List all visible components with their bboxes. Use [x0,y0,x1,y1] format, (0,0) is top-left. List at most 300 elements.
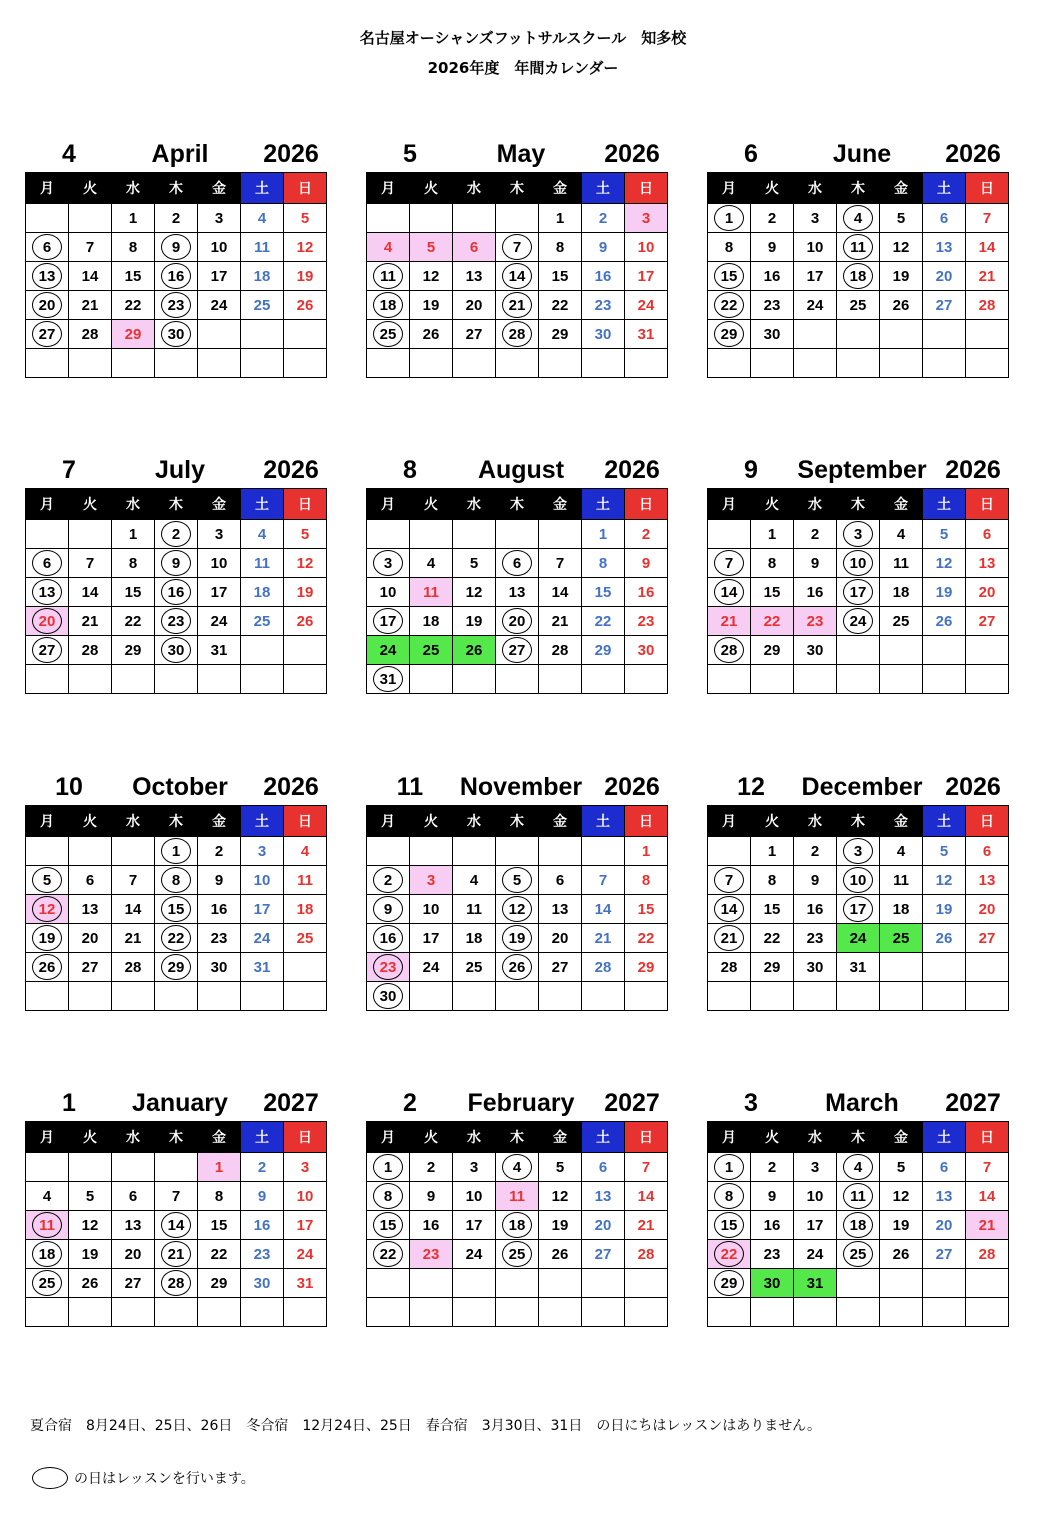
day-cell: 9 [155,549,198,578]
weekday-header: 日 [966,489,1009,520]
day-cell: 18 [410,607,453,636]
month-number: 2 [403,1089,417,1117]
day-cell: 19 [880,1211,923,1240]
day-cell: 22 [198,1240,241,1269]
day-cell: 9 [751,1182,794,1211]
weekday-header: 火 [410,806,453,837]
day-cell: 17 [794,262,837,291]
day-cell: 5 [453,549,496,578]
day-cell: 9 [582,233,625,262]
day-cell: 1 [708,1153,751,1182]
day-cell: 26 [880,291,923,320]
month-header [25,1087,335,1119]
empty-cell [69,349,112,378]
empty-cell [112,837,155,866]
weekday-header: 木 [837,173,880,204]
day-cell: 2 [155,204,198,233]
empty-cell [539,1269,582,1298]
day-cell: 15 [155,895,198,924]
weekday-header: 木 [155,173,198,204]
day-cell: 7 [69,233,112,262]
day-cell: 3 [198,520,241,549]
day-cell: 22 [625,924,668,953]
empty-cell [284,349,327,378]
day-cell: 10 [837,866,880,895]
day-cell: 2 [751,204,794,233]
weekday-header: 木 [837,1122,880,1153]
empty-cell [410,520,453,549]
empty-cell [155,1153,198,1182]
month-number: 8 [403,456,417,484]
day-cell: 8 [582,549,625,578]
day-cell: 26 [69,1269,112,1298]
month-header [707,771,1017,803]
weekday-header: 土 [582,1122,625,1153]
empty-cell [410,665,453,694]
day-cell: 4 [880,520,923,549]
month-year: 2026 [263,456,319,484]
month-header [366,771,676,803]
weekday-header: 月 [26,489,69,520]
day-cell: 2 [410,1153,453,1182]
empty-cell [966,665,1009,694]
day-cell: 11 [496,1182,539,1211]
empty-cell [367,349,410,378]
day-cell: 10 [198,549,241,578]
weekday-header: 日 [625,1122,668,1153]
weekday-header: 金 [198,489,241,520]
day-cell: 27 [69,953,112,982]
empty-cell [112,665,155,694]
day-cell: 9 [794,866,837,895]
weekday-header: 金 [880,1122,923,1153]
day-cell: 28 [496,320,539,349]
empty-cell [453,349,496,378]
day-cell: 29 [625,953,668,982]
day-cell: 3 [837,520,880,549]
day-cell: 14 [69,262,112,291]
month-grid [366,1121,668,1327]
empty-cell [880,982,923,1011]
empty-cell [198,1298,241,1327]
day-cell: 7 [539,549,582,578]
day-cell: 12 [26,895,69,924]
weekday-header: 火 [751,173,794,204]
day-cell: 7 [112,866,155,895]
day-cell: 4 [880,837,923,866]
weekday-header: 火 [69,1122,112,1153]
day-cell: 31 [284,1269,327,1298]
empty-cell [923,349,966,378]
day-cell: 8 [198,1182,241,1211]
day-cell: 19 [923,895,966,924]
day-cell: 17 [837,578,880,607]
day-cell: 13 [923,1182,966,1211]
month-grid [366,488,668,694]
day-cell: 4 [26,1182,69,1211]
empty-cell [539,837,582,866]
day-cell: 4 [241,204,284,233]
day-cell: 27 [112,1269,155,1298]
day-cell: 5 [923,520,966,549]
empty-cell [880,953,923,982]
weekday-header: 金 [198,173,241,204]
empty-cell [198,982,241,1011]
empty-cell [794,349,837,378]
day-cell: 9 [241,1182,284,1211]
month-calendar [366,454,676,688]
day-cell: 8 [367,1182,410,1211]
day-cell: 24 [367,636,410,665]
empty-cell [198,349,241,378]
weekday-header: 日 [625,489,668,520]
day-cell: 27 [923,291,966,320]
empty-cell [539,349,582,378]
day-cell: 10 [241,866,284,895]
month-name: December [801,773,923,801]
day-cell: 1 [708,204,751,233]
empty-cell [241,1298,284,1327]
day-cell: 11 [880,549,923,578]
day-cell: 7 [625,1153,668,1182]
day-cell: 15 [539,262,582,291]
empty-cell [284,982,327,1011]
empty-cell [284,953,327,982]
day-cell: 27 [923,1240,966,1269]
empty-cell [198,320,241,349]
day-cell: 30 [625,636,668,665]
day-cell: 16 [155,578,198,607]
empty-cell [410,1298,453,1327]
weekday-header: 火 [410,489,453,520]
circle-legend-icon [32,1467,68,1489]
day-cell: 8 [708,1182,751,1211]
empty-cell [837,1269,880,1298]
day-cell: 14 [539,578,582,607]
month-calendar [25,138,335,358]
day-cell: 18 [496,1211,539,1240]
month-year: 2026 [604,773,660,801]
month-name: February [467,1089,575,1117]
weekday-header: 金 [880,806,923,837]
day-cell: 15 [367,1211,410,1240]
day-cell: 5 [26,866,69,895]
day-cell: 8 [155,866,198,895]
empty-cell [69,1153,112,1182]
empty-cell [26,982,69,1011]
day-cell: 27 [496,636,539,665]
day-cell: 5 [923,837,966,866]
day-cell: 13 [453,262,496,291]
weekday-header: 火 [410,1122,453,1153]
day-cell: 25 [880,607,923,636]
empty-cell [112,1298,155,1327]
weekday-header: 土 [582,489,625,520]
day-cell: 26 [284,607,327,636]
day-cell: 12 [923,866,966,895]
day-cell: 3 [625,204,668,233]
day-cell: 3 [794,204,837,233]
month-header [707,454,1017,486]
day-cell: 17 [198,262,241,291]
day-cell: 23 [582,291,625,320]
empty-cell [453,982,496,1011]
day-cell: 25 [496,1240,539,1269]
day-cell: 14 [708,578,751,607]
day-cell: 13 [966,549,1009,578]
day-cell: 1 [751,837,794,866]
day-cell: 13 [69,895,112,924]
day-cell: 3 [453,1153,496,1182]
day-cell: 18 [241,578,284,607]
day-cell: 6 [539,866,582,895]
day-cell: 23 [794,607,837,636]
empty-cell [241,665,284,694]
empty-cell [794,320,837,349]
weekday-header: 金 [880,489,923,520]
month-name: June [832,140,892,168]
day-cell: 28 [69,320,112,349]
month-number: 6 [744,140,758,168]
day-cell: 23 [751,291,794,320]
weekday-header: 金 [880,173,923,204]
empty-cell [966,953,1009,982]
day-cell: 5 [496,866,539,895]
day-cell: 17 [410,924,453,953]
day-cell: 28 [112,953,155,982]
day-cell: 20 [26,607,69,636]
day-cell: 25 [26,1269,69,1298]
day-cell: 5 [69,1182,112,1211]
empty-cell [69,837,112,866]
day-cell: 5 [284,520,327,549]
day-cell: 17 [453,1211,496,1240]
day-cell: 6 [453,233,496,262]
day-cell: 24 [410,953,453,982]
month-grid [707,1121,1009,1327]
day-cell: 26 [496,953,539,982]
empty-cell [794,1298,837,1327]
empty-cell [496,665,539,694]
empty-cell [453,1298,496,1327]
empty-cell [751,982,794,1011]
weekday-header: 金 [539,489,582,520]
day-cell: 11 [410,578,453,607]
day-cell: 19 [26,924,69,953]
empty-cell [112,982,155,1011]
empty-cell [410,1269,453,1298]
day-cell: 21 [69,607,112,636]
month-calendar [366,1087,676,1307]
empty-cell [155,982,198,1011]
day-cell: 16 [751,262,794,291]
day-cell: 21 [496,291,539,320]
day-cell: 2 [751,1153,794,1182]
day-cell: 13 [923,233,966,262]
day-cell: 15 [751,895,794,924]
month-number: 3 [744,1089,758,1117]
day-cell: 1 [751,520,794,549]
day-cell: 29 [112,636,155,665]
day-cell: 20 [539,924,582,953]
day-cell: 13 [539,895,582,924]
month-name: March [825,1089,899,1117]
day-cell: 28 [708,953,751,982]
day-cell: 23 [155,291,198,320]
day-cell: 2 [794,520,837,549]
day-cell: 25 [367,320,410,349]
empty-cell [284,320,327,349]
day-cell: 13 [496,578,539,607]
day-cell: 27 [582,1240,625,1269]
empty-cell [966,636,1009,665]
day-cell: 10 [794,1182,837,1211]
day-cell: 22 [539,291,582,320]
day-cell: 16 [367,924,410,953]
day-cell: 5 [880,204,923,233]
day-cell: 14 [966,1182,1009,1211]
weekday-header: 木 [496,173,539,204]
day-cell: 22 [708,1240,751,1269]
day-cell: 7 [966,1153,1009,1182]
weekday-header: 月 [26,806,69,837]
day-cell: 16 [794,895,837,924]
day-cell: 22 [708,291,751,320]
day-cell: 30 [155,636,198,665]
day-cell: 12 [880,1182,923,1211]
weekday-header: 土 [923,1122,966,1153]
day-cell: 31 [625,320,668,349]
empty-cell [582,1298,625,1327]
weekday-header: 火 [751,489,794,520]
day-cell: 7 [69,549,112,578]
month-year: 2027 [263,1089,319,1117]
day-cell: 10 [794,233,837,262]
empty-cell [198,665,241,694]
day-cell: 21 [708,607,751,636]
day-cell: 31 [367,665,410,694]
month-header [366,138,676,170]
weekday-header: 月 [708,489,751,520]
day-cell: 21 [582,924,625,953]
weekday-header: 金 [539,806,582,837]
empty-cell [26,837,69,866]
month-calendar [25,771,335,991]
weekday-header: 木 [837,489,880,520]
day-cell: 29 [751,636,794,665]
day-cell: 12 [880,233,923,262]
month-year: 2026 [263,140,319,168]
day-cell: 19 [880,262,923,291]
day-cell: 11 [367,262,410,291]
day-cell: 28 [582,953,625,982]
month-calendar [707,1087,1017,1307]
day-cell: 24 [794,1240,837,1269]
day-cell: 10 [625,233,668,262]
day-cell: 31 [241,953,284,982]
month-year: 2026 [263,773,319,801]
day-cell: 23 [625,607,668,636]
day-cell: 22 [582,607,625,636]
empty-cell [539,520,582,549]
empty-cell [708,982,751,1011]
empty-cell [582,837,625,866]
day-cell: 3 [241,837,284,866]
day-cell: 8 [625,866,668,895]
day-cell: 6 [26,233,69,262]
empty-cell [880,349,923,378]
day-cell: 3 [794,1153,837,1182]
day-cell: 11 [241,233,284,262]
empty-cell [751,1298,794,1327]
day-cell: 2 [625,520,668,549]
day-cell: 15 [751,578,794,607]
day-cell: 20 [923,1211,966,1240]
empty-cell [966,1298,1009,1327]
weekday-header: 日 [625,173,668,204]
day-cell: 1 [539,204,582,233]
day-cell: 7 [708,549,751,578]
weekday-header: 月 [367,173,410,204]
month-grid [25,172,327,378]
day-cell: 23 [410,1240,453,1269]
day-cell: 26 [453,636,496,665]
month-number: 7 [62,456,76,484]
day-cell: 13 [966,866,1009,895]
day-cell: 4 [367,233,410,262]
month-calendar [707,138,1017,358]
day-cell: 15 [708,262,751,291]
month-name: November [459,773,583,801]
weekday-header: 日 [284,806,327,837]
day-cell: 22 [155,924,198,953]
month-grid [707,172,1009,378]
weekday-header: 水 [453,806,496,837]
day-cell: 16 [751,1211,794,1240]
weekday-header: 月 [367,806,410,837]
weekday-header: 水 [794,1122,837,1153]
day-cell: 9 [794,549,837,578]
weekday-header: 木 [496,489,539,520]
weekday-header: 水 [794,173,837,204]
day-cell: 16 [582,262,625,291]
day-cell: 23 [198,924,241,953]
day-cell: 15 [582,578,625,607]
day-cell: 22 [112,607,155,636]
empty-cell [539,1298,582,1327]
empty-cell [496,204,539,233]
month-grid [707,488,1009,694]
day-cell: 12 [923,549,966,578]
day-cell: 21 [539,607,582,636]
day-cell: 23 [794,924,837,953]
day-cell: 23 [367,953,410,982]
day-cell: 26 [410,320,453,349]
weekday-header: 火 [69,173,112,204]
empty-cell [26,204,69,233]
empty-cell [625,665,668,694]
day-cell: 18 [880,895,923,924]
day-cell: 17 [198,578,241,607]
day-cell: 12 [496,895,539,924]
day-cell: 11 [26,1211,69,1240]
day-cell: 8 [539,233,582,262]
empty-cell [837,665,880,694]
month-year: 2027 [604,1089,660,1117]
day-cell: 2 [198,837,241,866]
weekday-header: 日 [625,806,668,837]
empty-cell [582,982,625,1011]
